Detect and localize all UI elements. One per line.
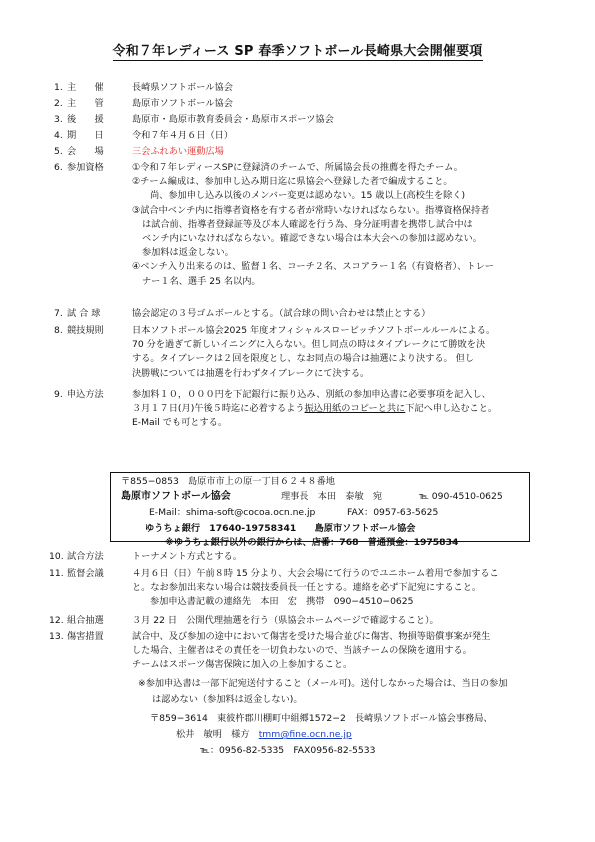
item-number: 12. — [49, 615, 64, 626]
item-number: 8. — [54, 325, 63, 336]
qualification-line: ④ベンチ入り出来るのは、監督１名、コーチ２名、スコアラー１名（有資格者）、トレー — [132, 261, 494, 273]
item-venue — [54, 145, 564, 159]
footer-contact — [176, 728, 352, 742]
item-label: 組合抽選 — [67, 615, 104, 626]
item-manager — [54, 97, 564, 111]
footer-email-link[interactable]: tmm@fine.ocn.ne.jp — [258, 729, 352, 740]
contact-box — [110, 472, 530, 548]
box-email: E-Mail：shima-soft@cocoa.ocn.ne.jp — [149, 507, 316, 518]
item-number: 13. — [49, 631, 64, 642]
item-label: 試合方法 — [67, 551, 104, 562]
box-bank: ゆうちょ銀行 17640-19758341 島原市ソフトボール協会 — [145, 523, 416, 534]
item-organizer — [54, 81, 564, 95]
box-role: 理事長 本田 泰敏 宛 — [281, 491, 383, 502]
item-meeting — [49, 567, 564, 610]
qualification-line: ③試合中ベンチ内に指導者資格を有する者が常時いなければならない。指導資格保持者 — [132, 204, 490, 216]
item-label: 申込方法 — [67, 389, 104, 400]
item-label: 試 合 球 — [67, 308, 101, 319]
item-text: トーナメント方式とする。 — [132, 551, 242, 562]
item-label: 監督会議 — [67, 568, 104, 579]
meeting-line: と。なお参加出来ない場合は競技委員長一任とする。連絡を必ず下記宛にすること。 — [132, 582, 482, 594]
item-application — [54, 388, 564, 431]
box-address: 〒855−0853 島原市市上の原一丁目６２４８番地 — [121, 476, 335, 487]
application-line: E-Mail でも可とする。 — [132, 417, 228, 429]
qualification-line: ①令和７年レディースSPに登録済のチームで、所属協会長の推薦を得たチーム。 — [132, 162, 463, 173]
item-label: 傷害措置 — [67, 631, 104, 642]
rules-line: 日本ソフトボール協会2025 年度オフィシャルスローピッチソフトボールルールによる。 — [132, 325, 496, 336]
injury-line: チームはスポーツ傷害保険に加入の上参加すること。 — [132, 659, 353, 671]
application-line: ３月１７日(月)午後５時迄に必着するよう振込用紙のコピーと共に下記へ申し込むこと。 — [132, 403, 498, 415]
item-label: 競技規則 — [67, 325, 104, 336]
box-org: 島原市ソフトボール協会 — [121, 491, 231, 502]
item-text: 長崎県ソフトボール協会 — [132, 82, 233, 93]
footer-tel: ℡：0956-82-5335 FAX0956-82-5533 — [200, 745, 376, 756]
item-label: 参加資格 — [67, 162, 104, 173]
item-number: 5. — [54, 146, 63, 157]
qualification-line: 参加料は返金しない。 — [142, 247, 234, 259]
injury-line: した場合、主催者はその責任を一切負わないので、当該チームの保険を適用する。 — [132, 645, 472, 657]
qualification-line: ②チーム編成は、参加申し込み期日迄に県協会へ登録した者で編成すること。 — [132, 176, 453, 188]
box-fax: FAX：0957-63-5625 — [347, 507, 439, 518]
item-text: 島原市ソフトボール協会 — [132, 98, 233, 109]
item-method — [49, 550, 564, 564]
document-title: 令和７年レディース SP 春季ソフトボール長崎県大会開催要項 — [112, 44, 483, 59]
qualification-line: 尚、参加申し込み以後のメンバー変更は認めない。15 歳以上(高校生を除く) — [150, 190, 466, 202]
item-ball — [54, 307, 564, 321]
note-line: ※参加申込書は一部下記宛送付すること（メール可)。送付しなかった場合は、当日の参加 — [138, 678, 508, 689]
injury-line: 試合中、及び参加の途中において傷害を受けた場合並びに傷害、物損等賠償事案が発生 — [132, 631, 491, 642]
item-text: 令和７年４月６日（日） — [132, 130, 234, 141]
item-number: 7. — [54, 308, 63, 319]
box-tel: ℡ 090-4510-0625 — [419, 491, 503, 502]
meeting-line: ４月６日（日）午前８時 15 分より、大会会場にて行うのでユニホーム着用で参加するこ — [132, 568, 499, 579]
qualification-line: は試合前、指導者登録証等及び本人確認を行う為、身分証明書を携帯し試合中は — [142, 218, 473, 230]
meeting-line: 参加申込書記載の連絡先 本田 宏 携帯 090−4510−0625 — [150, 596, 414, 608]
item-number: 2. — [54, 98, 63, 109]
item-support — [54, 113, 564, 127]
qualification-line: ベンチ内にいなければならない。確認できない場合は本大会への参加は認めない。 — [142, 233, 482, 245]
underlined-text: 振込用紙のコピーと共に — [304, 403, 406, 415]
item-number: 9. — [54, 389, 63, 400]
footer-name: 松井 敏明 様方 — [176, 729, 250, 740]
item-injury — [49, 630, 564, 673]
note-line: は認めない（参加料は返金しない)。 — [152, 694, 303, 705]
item-number: 1. — [54, 82, 63, 93]
item-number: 3. — [54, 114, 63, 125]
rules-line: する。タイブレークは２回を限度とし、なお同点の場合は抽選により決する。 但し — [132, 353, 475, 365]
footer-address: 〒859−3614 東彼杵郡川棚町中組郷1572−2 長崎県ソフトボール協会事務局、 — [150, 713, 493, 724]
item-draw — [49, 614, 564, 628]
item-qualification — [54, 161, 564, 289]
item-label: 会 場 — [67, 146, 104, 157]
application-line: 参加料１０，０００円を下記銀行に振り込み、別紙の参加申込書に必要事項を記入し、 — [132, 389, 491, 400]
item-text: 島原市・島原市教育委員会・島原市スポーツ協会 — [132, 114, 334, 125]
item-number: 4. — [54, 130, 63, 141]
item-label: 後 援 — [67, 114, 104, 125]
item-label: 期 日 — [67, 130, 104, 141]
item-label: 主 管 — [67, 98, 104, 109]
venue-text: 三会ふれあい運動広場 — [132, 146, 224, 157]
item-text: ３月 22 日 公開代理抽選を行う（県協会ホームページで確認すること）。 — [132, 615, 439, 626]
qualification-line: ナー１名、選手 25 名以内。 — [142, 275, 261, 287]
item-label: 主 催 — [67, 82, 104, 93]
item-rules — [54, 324, 564, 381]
item-number: 6. — [54, 162, 63, 173]
rules-line: 決勝戦については抽選を行わずタイブレークにて決する。 — [132, 367, 370, 379]
item-number: 10. — [49, 551, 64, 562]
item-date — [54, 129, 564, 143]
item-number: 11. — [49, 568, 64, 579]
item-text: 協会認定の３号ゴムボールとする。（試合球の問い合わせは禁止とする） — [132, 308, 431, 319]
rules-line: 70 分を過ぎて新しいイニングに入らない。但し同点の時はタイブレークにて勝敗を決 — [132, 339, 486, 351]
box-other-bank: ※ゆうちょ銀行以外の銀行からは、店番：768 普通預金：1975834 — [165, 537, 459, 548]
